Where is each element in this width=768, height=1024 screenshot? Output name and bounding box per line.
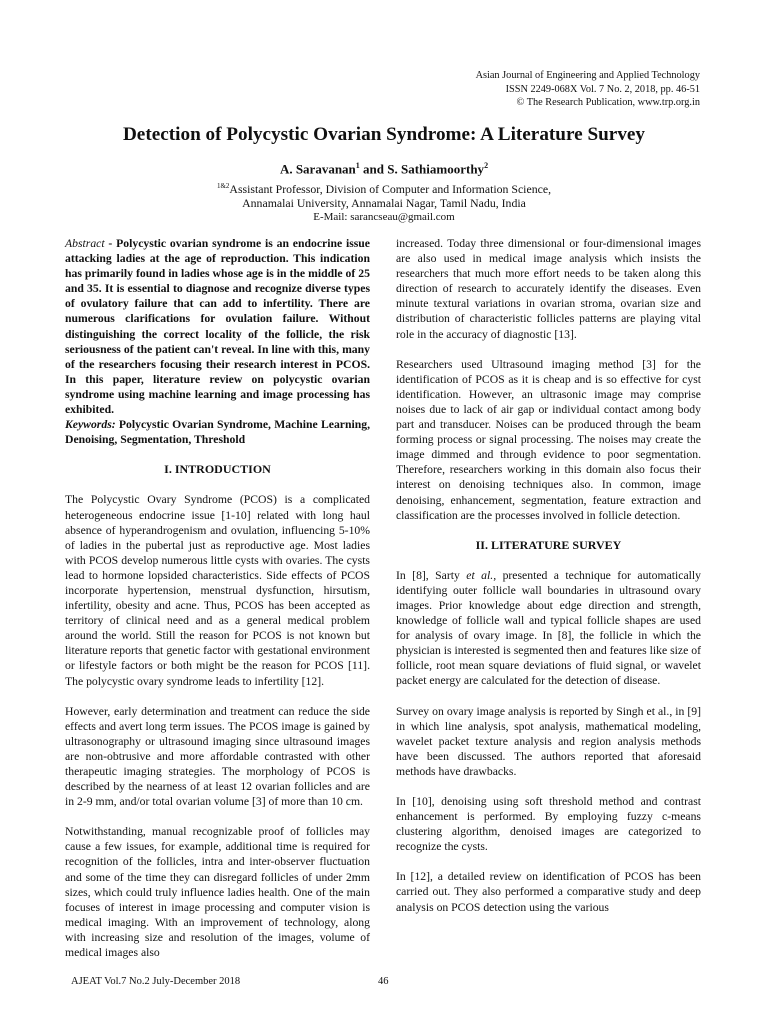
author-2: S. Sathiamoorthy [387, 161, 485, 177]
journal-publisher: © The Research Publication, www.trp.org.in [516, 97, 700, 109]
section-heading-introduction: I. INTRODUCTION [164, 462, 271, 477]
paragraph: Notwithstanding, manual recognizable proof of follicles may cause a few issues, for example, additional time is required for recognition of the follicles, intra and inter-observer fluctuation and some of the time they can disregard follicles of under 2mm sizes, which could truly influence ladies health. One of the main focuses of interest in image processing and computer vision is medical imaging. With an improvement of technology, along with increasing size and resolution of the images, volume of medical images also [65, 825, 370, 960]
affiliation-sup: 1&2 [216, 182, 230, 190]
author-1: A. Saravanan [279, 161, 356, 177]
paragraph: The Polycystic Ovary Syndrome (PCOS) is a complicated heterogeneous endocrine issue [1-10] related with long haul absence of hyperandrogenism and ovulation, influencing 5-10% of ladies in the pubertal just as reproductive age. Most ladies with PCOS develop numerous little cysts with ovaries. The cysts lead to hormone lopsided characteristics. Side effects of PCOS incorporate hypertension, menstrual dysfunction, hirsutism, infertility, obesity and acne. Thus, PCOS has been accepted as territory of clinical need and as a general medical problem around the world. Still the reason for PCOS is not known but literature reports that genetic factor with gestational environment or lifestyle factors or both might be the reason for PCOS [11]. The polycystic ovary syndrome leads to infertility [12]. [65, 493, 370, 688]
affiliation-line-1: Assistant Professor, Division of Computer and Information Science, [229, 181, 552, 196]
affiliation-line-2: Annamalai University, Annamalai Nagar, Tamil Nadu, India [242, 195, 526, 210]
journal-header [476, 69, 700, 110]
affiliation [0, 179, 768, 224]
author-connector: and [359, 161, 388, 177]
right-column [396, 236, 701, 930]
lit-p1-rest: presented a technique for automatically identifying outer follicle wall boundaries in ultrasound ovary images. Prior knowledge about edge direction and strength, knowledge of follicle wall and typical follicle shapes are used for analysis of ovary image. In [8], the follicle in which the physician is interested is segmented then and features like size of follicle, root mean square deviations of fluid signal, or wavelet packet energy are calculated for the detection of disease. [396, 568, 701, 688]
left-column [65, 236, 370, 975]
footer-journal-issue: AJEAT Vol.7 No.2 July-December 2018 [71, 976, 241, 987]
journal-name: Asian Journal of Engineering and Applied Technology [475, 70, 700, 81]
paragraph: increased. Today three dimensional or four-dimensional images are also used in medical image analysis which insists the researchers that much more effort needs to be taken along this direction of research to accurately identify the diseases. Even minute textural variations in ovarian stroma, ovarian size and distribution of characteristic follicles patterns are playing vital role in the accuracy of diagnostic [13]. [396, 237, 701, 341]
author-1-sup: 1 [355, 161, 360, 170]
keywords-text: Polycystic Ovarian Syndrome, Machine Learning, Denoising, Segmentation, Threshold [65, 418, 370, 447]
paragraph: In [10], denoising using soft threshold method and contrast enhancement is performed. By employing fuzzy c-means clustering algorithm, denoised images are categorized to recognize the cysts. [396, 795, 701, 854]
keywords-label: Keywords: [65, 418, 116, 432]
author-2-sup: 2 [484, 161, 489, 170]
paragraph: Survey on ovary image analysis is reported by Singh et al., in [9] in which line analysis, spot analysis, mathematical modeling, wavelet packet texture analysis and region analysis methods have been discussed. The authors reported that aforesaid methods have drawbacks. [396, 704, 701, 778]
lit-p1-italic: et al., [466, 568, 497, 582]
abstract-label: Abstract [65, 237, 105, 250]
journal-issn: ISSN 2249-068X Vol. 7 No. 2, 2018, pp. 46-51 [505, 83, 700, 95]
paragraph [396, 568, 701, 689]
section-heading-literature-survey: II. LITERATURE SURVEY [475, 537, 622, 552]
abstract [65, 236, 370, 417]
paragraph: However, early determination and treatment can reduce the side effects and avert long term issues. The PCOS image is gained by ultrasonography or ultrasound imaging since ultrasound images are non-obtrusive and more affordable contrasted with other therapeutic imaging strategies. The morphology of PCOS is described by the nearness of at least 12 ovarian follicles and are in 2-9 mm, and/or total ovarian volume [3] of more than 10 cm. [65, 704, 370, 809]
lit-p1-prefix: In [8], Sarty [396, 568, 467, 582]
page-number: 46 [378, 976, 389, 987]
paper-title: Detection of Polycystic Ovarian Syndrome: A Literature Survey [122, 124, 646, 145]
paragraph: Researchers used Ultrasound imaging method [3] for the identification of PCOS as it is cheap and is so effective for cyst identification. However, an ultrasonic image may comprise noises due to lack of air gap or individual contact among body part and transducer. Noises can be produced through the beam forming process or signal processing. The noises may create the image dimmed and through evidence to poor segmentation. Therefore, researchers working in this domain also focus their interest on denoising techniques also. In common, image denoising, enhancement, segmentation, feature extraction and classification are the processes involved in follicle detection. [396, 357, 701, 522]
paragraph: In [12], a detailed review on identification of PCOS has been carried out. They also performed a comparative study and deep analysis on PCOS detection using the various [396, 870, 701, 914]
abstract-text: - Polycystic ovarian syndrome is an endocrine issue attacking ladies at the age of reproduction. This indication has primarily found in ladies whose age is in the middle of 25 and 35. It is essential to diagnose and recognize diverse types of ovulatory failure that can add to infertility. There are numerous clarifications for ovulation failure. Without distinguishing the correct locality of the follicle, the risk seriousness of the patient can't reveal. In line with this, many of the researchers focusing their research interest in PCOS. In this paper, literature review on polycystic ovarian syndrome using machine learning and image processing has exhibited. [65, 237, 370, 417]
keywords [65, 417, 370, 447]
author-email: E-Mail: sarancseau@gmail.com [313, 210, 455, 223]
author-line [0, 161, 768, 177]
